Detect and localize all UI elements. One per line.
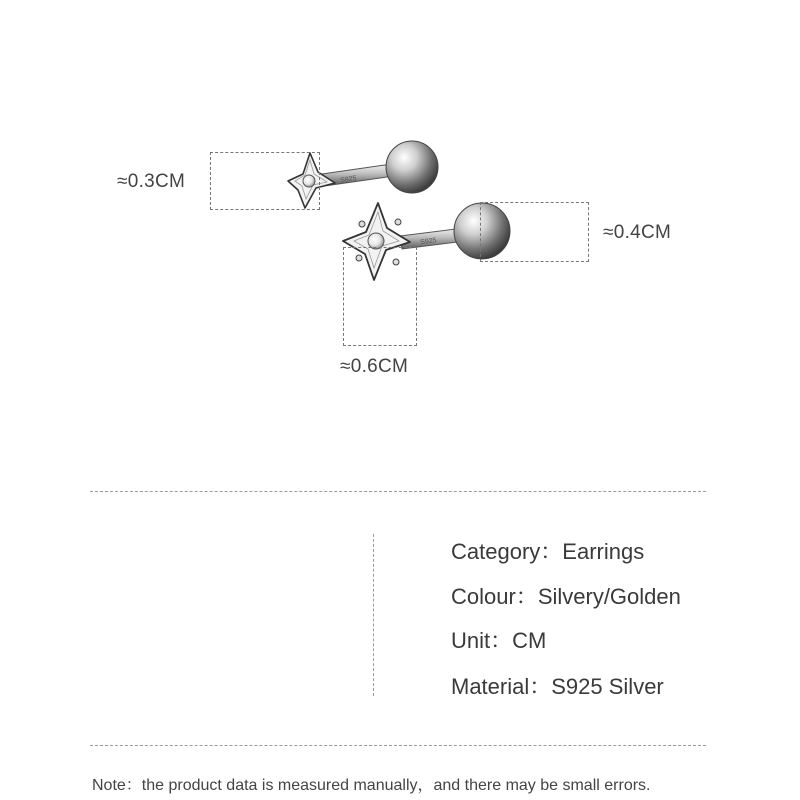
spec-colour (451, 580, 681, 611)
spec-unit-label: Unit： (451, 628, 513, 653)
measurement-note: Note：the product data is measured manually，and there may be small errors. (92, 777, 651, 794)
spec-category (451, 535, 644, 566)
small-height-measure-box (210, 152, 320, 210)
large-height-measure-box (480, 202, 589, 262)
spec-material (451, 670, 664, 701)
spec-category-label: Category： (451, 539, 563, 564)
spec-colour-value: Silvery/Golden (537, 584, 681, 609)
spec-unit (451, 624, 546, 655)
small-bar-engraving: S925 (339, 175, 357, 185)
large-width-label: ≈0.6CM (340, 356, 409, 377)
small-ball (386, 141, 438, 193)
spec-material-label: Material： (451, 674, 552, 699)
spec-colour-label: Colour： (451, 584, 538, 609)
small-height-label: ≈0.3CM (117, 171, 186, 192)
bottom-divider (90, 745, 706, 746)
large-width-measure-box (343, 247, 417, 346)
spec-material-value: S925 Silver (551, 674, 664, 699)
spec-category-value: Earrings (562, 539, 645, 564)
top-divider (90, 491, 706, 492)
spec-unit-value: CM (512, 628, 547, 653)
vertical-divider (373, 534, 374, 696)
large-bar-engraving: S925 (419, 237, 437, 247)
large-height-label: ≈0.4CM (603, 222, 672, 243)
